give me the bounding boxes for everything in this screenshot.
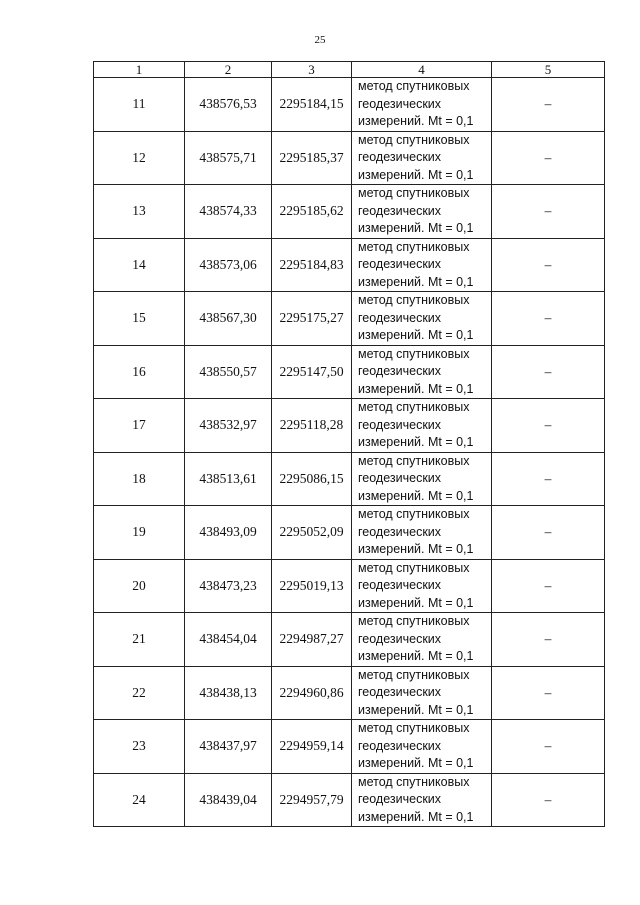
point-number-cell: 13	[94, 185, 185, 239]
coordinate-x-cell: 438473,23	[185, 559, 272, 613]
method-line: измерений. Mt = 0,1	[358, 595, 474, 610]
point-number-cell: 17	[94, 399, 185, 453]
method-cell	[352, 185, 492, 239]
coordinate-y-cell: 2295184,83	[272, 238, 352, 292]
coordinates-table	[93, 61, 605, 827]
method-cell	[352, 399, 492, 453]
accuracy-cell: –	[492, 399, 605, 453]
table-row	[94, 506, 605, 560]
method-cell	[352, 78, 492, 132]
table-row	[94, 131, 605, 185]
method-line: измерений. Mt = 0,1	[358, 167, 474, 182]
coordinate-x-cell: 438550,57	[185, 345, 272, 399]
table-row	[94, 452, 605, 506]
accuracy-cell: –	[492, 613, 605, 667]
method-cell	[352, 292, 492, 346]
table-header-row	[94, 62, 605, 78]
coordinate-x-cell: 438573,06	[185, 238, 272, 292]
method-line: метод спутниковых	[358, 774, 470, 789]
point-number-cell: 11	[94, 78, 185, 132]
accuracy-cell: –	[492, 452, 605, 506]
coordinate-y-cell: 2295184,15	[272, 78, 352, 132]
point-number-cell: 23	[94, 720, 185, 774]
coordinate-y-cell: 2294959,14	[272, 720, 352, 774]
coordinate-y-cell: 2295175,27	[272, 292, 352, 346]
method-line: измерений. Mt = 0,1	[358, 542, 474, 556]
method-line: измерений. Mt = 0,1	[358, 649, 474, 663]
coordinate-x-cell: 438513,61	[185, 452, 272, 506]
point-number-cell: 18	[94, 452, 185, 506]
method-line: метод спутниковых	[358, 614, 470, 628]
coordinate-x-cell: 438437,97	[185, 720, 272, 774]
coordinate-y-cell: 2295147,50	[272, 345, 352, 399]
coordinate-x-cell: 438439,04	[185, 773, 272, 827]
coordinate-x-cell: 438576,53	[185, 78, 272, 132]
method-line: измерений. Mt = 0,1	[358, 221, 474, 235]
coordinate-x-cell: 438438,13	[185, 666, 272, 720]
method-line: геодезических	[358, 792, 442, 806]
coordinate-y-cell: 2294987,27	[272, 613, 352, 667]
method-cell	[352, 506, 492, 560]
accuracy-cell: –	[492, 292, 605, 346]
coordinate-x-cell: 438575,71	[185, 131, 272, 185]
point-number-cell: 14	[94, 238, 185, 292]
coordinate-y-cell: 2295086,15	[272, 452, 352, 506]
method-line: метод спутниковых	[358, 721, 470, 735]
method-line: измерений. Mt = 0,1	[358, 274, 474, 289]
accuracy-cell: –	[492, 559, 605, 613]
method-line: метод спутниковых	[358, 560, 470, 575]
coordinate-y-cell: 2295118,28	[272, 399, 352, 453]
table-row	[94, 666, 605, 720]
method-cell	[352, 613, 492, 667]
method-line: измерений. Mt = 0,1	[358, 809, 474, 824]
method-cell	[352, 238, 492, 292]
coordinate-x-cell: 438532,97	[185, 399, 272, 453]
method-line: измерений. Mt = 0,1	[358, 488, 474, 503]
coordinate-y-cell: 2295185,37	[272, 131, 352, 185]
method-line: геодезических	[358, 578, 442, 592]
header-col-1: 1	[94, 62, 185, 78]
point-number-cell: 21	[94, 613, 185, 667]
header-col-2: 2	[185, 62, 272, 78]
method-line: измерений. Mt = 0,1	[358, 702, 474, 717]
table-row	[94, 613, 605, 667]
method-line: геодезических	[358, 150, 442, 164]
coordinate-y-cell: 2295185,62	[272, 185, 352, 239]
method-line: геодезических	[358, 524, 442, 539]
table-row	[94, 399, 605, 453]
coordinate-y-cell: 2294957,79	[272, 773, 352, 827]
table-row	[94, 78, 605, 132]
method-line: геодезических	[358, 364, 442, 378]
method-line: геодезических	[358, 310, 442, 325]
table-row	[94, 559, 605, 613]
table-row	[94, 345, 605, 399]
accuracy-cell: –	[492, 773, 605, 827]
accuracy-cell: –	[492, 506, 605, 560]
table-row	[94, 720, 605, 774]
method-line: измерений. Mt = 0,1	[358, 756, 474, 770]
point-number-cell: 12	[94, 131, 185, 185]
method-cell	[352, 131, 492, 185]
method-line: геодезических	[358, 257, 442, 271]
method-cell	[352, 666, 492, 720]
method-line: метод спутниковых	[358, 400, 470, 414]
point-number-cell: 22	[94, 666, 185, 720]
accuracy-cell: –	[492, 666, 605, 720]
method-line: геодезических	[358, 631, 442, 646]
accuracy-cell: –	[492, 720, 605, 774]
method-line: метод спутниковых	[358, 186, 470, 200]
point-number-cell: 24	[94, 773, 185, 827]
method-cell	[352, 720, 492, 774]
method-line: метод спутниковых	[358, 293, 470, 307]
method-cell	[352, 773, 492, 827]
table-row	[94, 292, 605, 346]
coordinate-x-cell: 438567,30	[185, 292, 272, 346]
method-line: метод спутниковых	[358, 239, 470, 254]
point-number-cell: 19	[94, 506, 185, 560]
point-number-cell: 15	[94, 292, 185, 346]
coordinate-y-cell: 2295019,13	[272, 559, 352, 613]
method-line: метод спутниковых	[358, 453, 470, 468]
method-line: измерений. Mt = 0,1	[358, 328, 474, 342]
method-line: геодезических	[358, 685, 442, 699]
coordinate-x-cell: 438493,09	[185, 506, 272, 560]
method-cell	[352, 452, 492, 506]
table-row	[94, 238, 605, 292]
header-col-4: 4	[352, 62, 492, 78]
method-line: измерений. Mt = 0,1	[358, 435, 474, 449]
method-line: метод спутниковых	[358, 507, 470, 521]
method-line: геодезических	[358, 471, 442, 485]
method-cell	[352, 345, 492, 399]
accuracy-cell: –	[492, 78, 605, 132]
point-number-cell: 20	[94, 559, 185, 613]
method-line: метод спутниковых	[358, 132, 470, 147]
method-line: геодезических	[358, 417, 442, 432]
method-line: метод спутниковых	[358, 667, 470, 682]
method-line: геодезических	[358, 738, 442, 753]
table-row	[94, 185, 605, 239]
method-line: метод спутниковых	[358, 346, 470, 361]
accuracy-cell: –	[492, 238, 605, 292]
page-number: 25	[314, 34, 326, 46]
coordinate-y-cell: 2295052,09	[272, 506, 352, 560]
coordinate-y-cell: 2294960,86	[272, 666, 352, 720]
header-col-5: 5	[492, 62, 605, 78]
method-line: измерений. Mt = 0,1	[358, 114, 474, 128]
header-col-3: 3	[272, 62, 352, 78]
method-line: геодезических	[358, 96, 442, 111]
method-line: метод спутниковых	[358, 79, 470, 93]
accuracy-cell: –	[492, 131, 605, 185]
coordinate-x-cell: 438574,33	[185, 185, 272, 239]
point-number-cell: 16	[94, 345, 185, 399]
accuracy-cell: –	[492, 185, 605, 239]
accuracy-cell: –	[492, 345, 605, 399]
method-line: измерений. Mt = 0,1	[358, 381, 474, 396]
method-cell	[352, 559, 492, 613]
method-line: геодезических	[358, 203, 442, 218]
coordinate-x-cell: 438454,04	[185, 613, 272, 667]
table-row	[94, 773, 605, 827]
